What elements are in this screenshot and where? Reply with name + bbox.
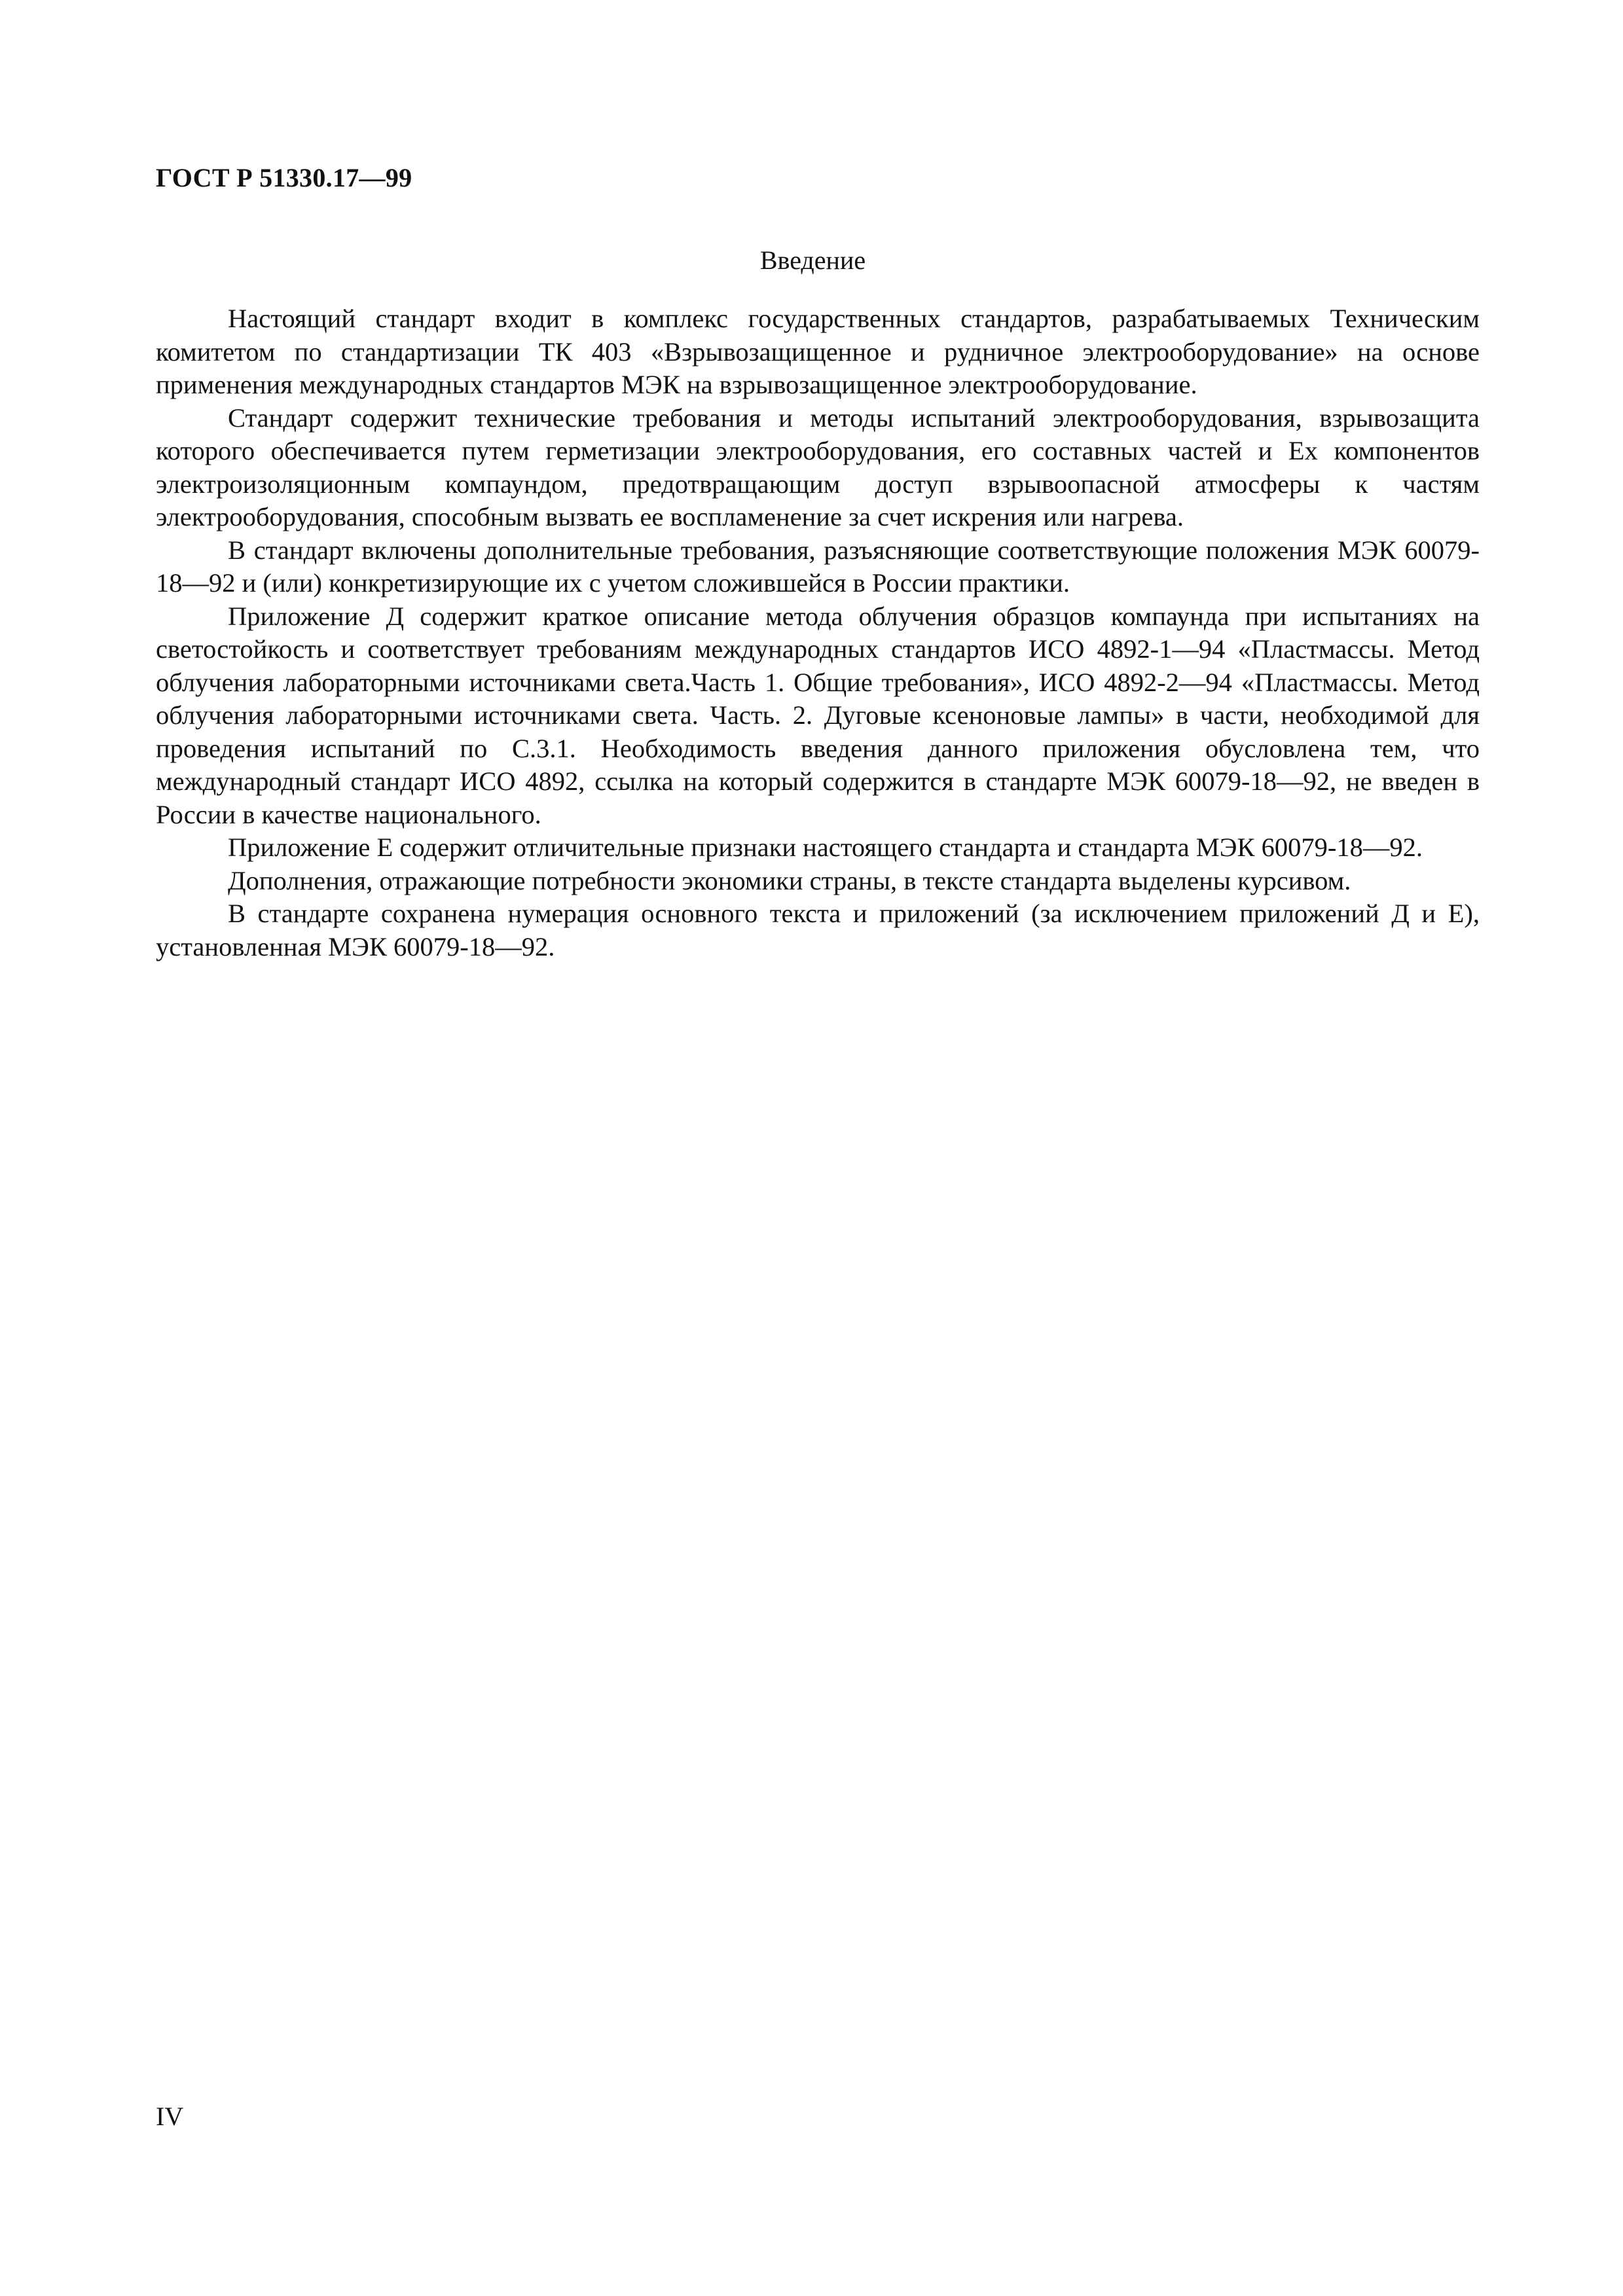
paragraph: Приложение Е содержит отличительные признаки настоящего стандарта и стандарта МЭК 60079-18—92.	[228, 833, 1423, 862]
paragraph: Стандарт содержит технические требования и методы испытаний электрооборудования, взрывозащита которого обеспечивается путем герметизации электрооборудования, его составных частей и Ex компонентов электроизоляционным компаундом, предотвращающим доступ взрывоопасной атмосферы к частям электрооборудования, способным вызвать ее воспламенение за счет искрения или нагрева.	[156, 403, 1480, 531]
page-number: IV	[156, 2102, 184, 2131]
paragraph: Настоящий стандарт входит в комплекс государственных стандартов, разрабатываемых Техническим комитетом по стандартизации ТК 403 «Взрывозащищенное и рудничное электрооборудование» на основе применения международных стандартов МЭК на взрывозащищенное электрооборудование.	[156, 304, 1480, 399]
body-text	[156, 302, 1480, 963]
document-code-header: ГОСТ Р 51330.17—99	[156, 163, 412, 192]
paragraph: В стандарте сохранена нумерация основного текста и приложений (за исключением приложений Д и Е), установленная МЭК 60079-18—92.	[156, 899, 1480, 961]
paragraph: Приложение Д содержит краткое описание метода облучения образцов компаунда при испытаниях на светостойкость и соответствует требованиям международных стандартов ИСО 4892-1—94 «Пластмассы. Метод облучения лабораторными источниками света.Часть 1. Общие требования», ИСО 4892-2—94 «Пластмассы. Метод облучения лабораторными источниками света. Часть. 2. Дуговые ксеноновые лампы» в части, необходимой для проведения испытаний по С.3.1. Необходимость введения данного приложения обусловлена тем, что международный стандарт ИСО 4892, ссылка на который содержится в стандарте МЭК 60079-18—92, не введен в России в качестве национального.	[156, 601, 1480, 829]
paragraph: В стандарт включены дополнительные требования, разъясняющие соответствующие положения МЭК 60079-18—92 и (или) конкретизирующие их с учетом сложившейся в России практики.	[156, 535, 1480, 598]
paragraph: Дополнения, отражающие потребности экономики страны, в тексте стандарта выделены курсивом.	[228, 865, 1351, 895]
section-title: Введение	[759, 245, 866, 275]
